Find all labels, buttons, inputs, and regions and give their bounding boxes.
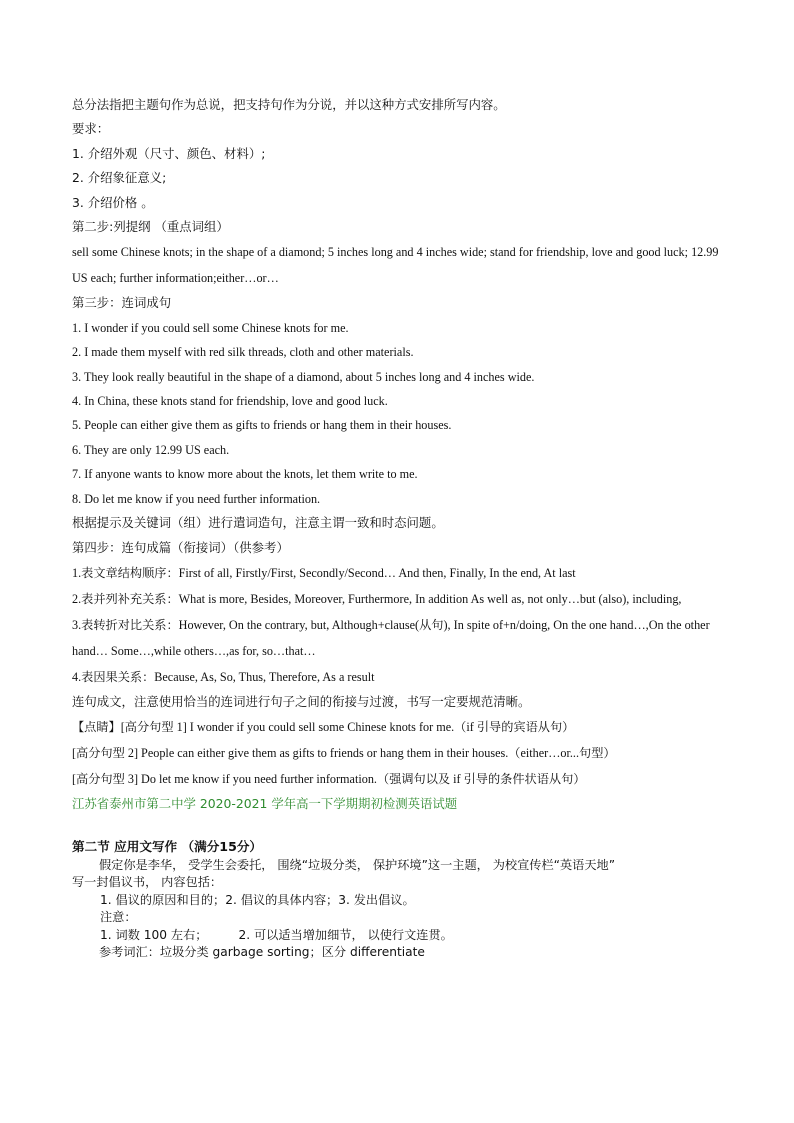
requirement-item: 2. 介绍象征意义; <box>72 170 167 186</box>
intro-text: 总分法指把主题句作为总说，把支持句作为分说，并以这种方式安排所写内容。 <box>72 97 506 112</box>
vocab-line: 参考词汇：垃圾分类 garbage sorting；区分 differentiate <box>99 945 425 960</box>
note-text: 根据提示及关键词（组）进行遣词造句，注意主谓一致和时态问题。 <box>72 515 444 531</box>
highlight-item: [高分句型 3] Do let me know if you need further information.（强调句以及 if 引导的条件状语从句） <box>72 772 586 787</box>
step2-content: sell some Chinese knots; in the shape of a diamond; 5 inches long and 4 inches wide; stand for friendship, love and good luck; 12.99 US each; further information;either…or… <box>72 245 719 286</box>
highlight-item: 【点睛】[高分句型 1] I wonder if you could sell some Chinese knots for me.（if 引导的宾语从句） <box>72 720 575 735</box>
sentence-item: 2. I made them myself with red silk threads, cloth and other materials. <box>72 345 414 360</box>
step2-title: 第二步:列提纲 （重点词组） <box>72 219 229 235</box>
notice-points: 1. 词数 100 左右； 2. 可以适当增加细节， 以使行文连贯。 <box>100 927 453 942</box>
sentence-item: 6. They are only 12.99 US each. <box>72 442 230 457</box>
task-text: 写一封倡议书， 内容包括： <box>72 875 223 890</box>
sentence-item: 5. People can either give them as gifts to friends or hang them in their houses. <box>72 418 452 433</box>
requirement-item: 3. 介绍价格 。 <box>72 194 154 210</box>
document-page <box>72 93 732 962</box>
sentence-item: 7. If anyone wants to know more about the knots, let them write to me. <box>72 467 418 482</box>
connector-item: 4.表因果关系：Because, As, So, Thus, Therefore, As a result <box>72 669 375 684</box>
sentence-item: 4. In China, these knots stand for friendship, love and good luck. <box>72 394 388 409</box>
highlight-item: [高分句型 2] People can either give them as gifts to friends or hang them in their houses.（either…or...句型） <box>72 746 616 761</box>
connector-item: 3.表转折对比关系：However, On the contrary, but, Although+clause(从句), In spite of+n/doing, On the one hand…,On the other hand… Some…,while others…,as for, so…that… <box>72 617 710 658</box>
requirements-label: 要求： <box>72 121 110 137</box>
step3-title: 第三步：连词成句 <box>72 295 172 311</box>
note-text: 连句成文，注意使用恰当的连词进行句子之间的衔接与过渡，书写一定要规范清晰。 <box>72 693 531 709</box>
source-line: 江苏省泰州市第二中学 2020-2021 学年高一下学期期初检测英语试题 <box>72 796 458 812</box>
task-points: 1. 倡议的原因和目的；2. 倡议的具体内容；3. 发出倡议。 <box>100 892 415 907</box>
sentence-item: 8. Do let me know if you need further information. <box>72 491 321 506</box>
notice-label: 注意： <box>100 910 137 925</box>
sentence-item: 1. I wonder if you could sell some Chinese knots for me. <box>72 320 349 335</box>
connector-item: 1.表文章结构顺序：First of all, Firstly/First, Secondly/Second… And then, Finally, In the end, At last <box>72 565 576 580</box>
requirement-item: 1. 介绍外观（尺寸、颜色、材料）; <box>72 145 266 161</box>
step4-title: 第四步：连句成篇（衔接词）（供参考） <box>72 539 289 555</box>
section-title: 第二节 应用文写作 （满分15分） <box>72 838 263 854</box>
task-text: 假定你是李华， 受学生会委托， 围绕“垃圾分类， 保护环境”这一主题， 为校宣传栏“英语天地” <box>99 857 616 872</box>
connector-item: 2.表并列补充关系：What is more, Besides, Moreover, Furthermore, In addition As well as, not only…but (also), including, <box>72 591 682 606</box>
sentence-item: 3. They look really beautiful in the shape of a diamond, about 5 inches long and 4 inches wide. <box>72 369 535 384</box>
